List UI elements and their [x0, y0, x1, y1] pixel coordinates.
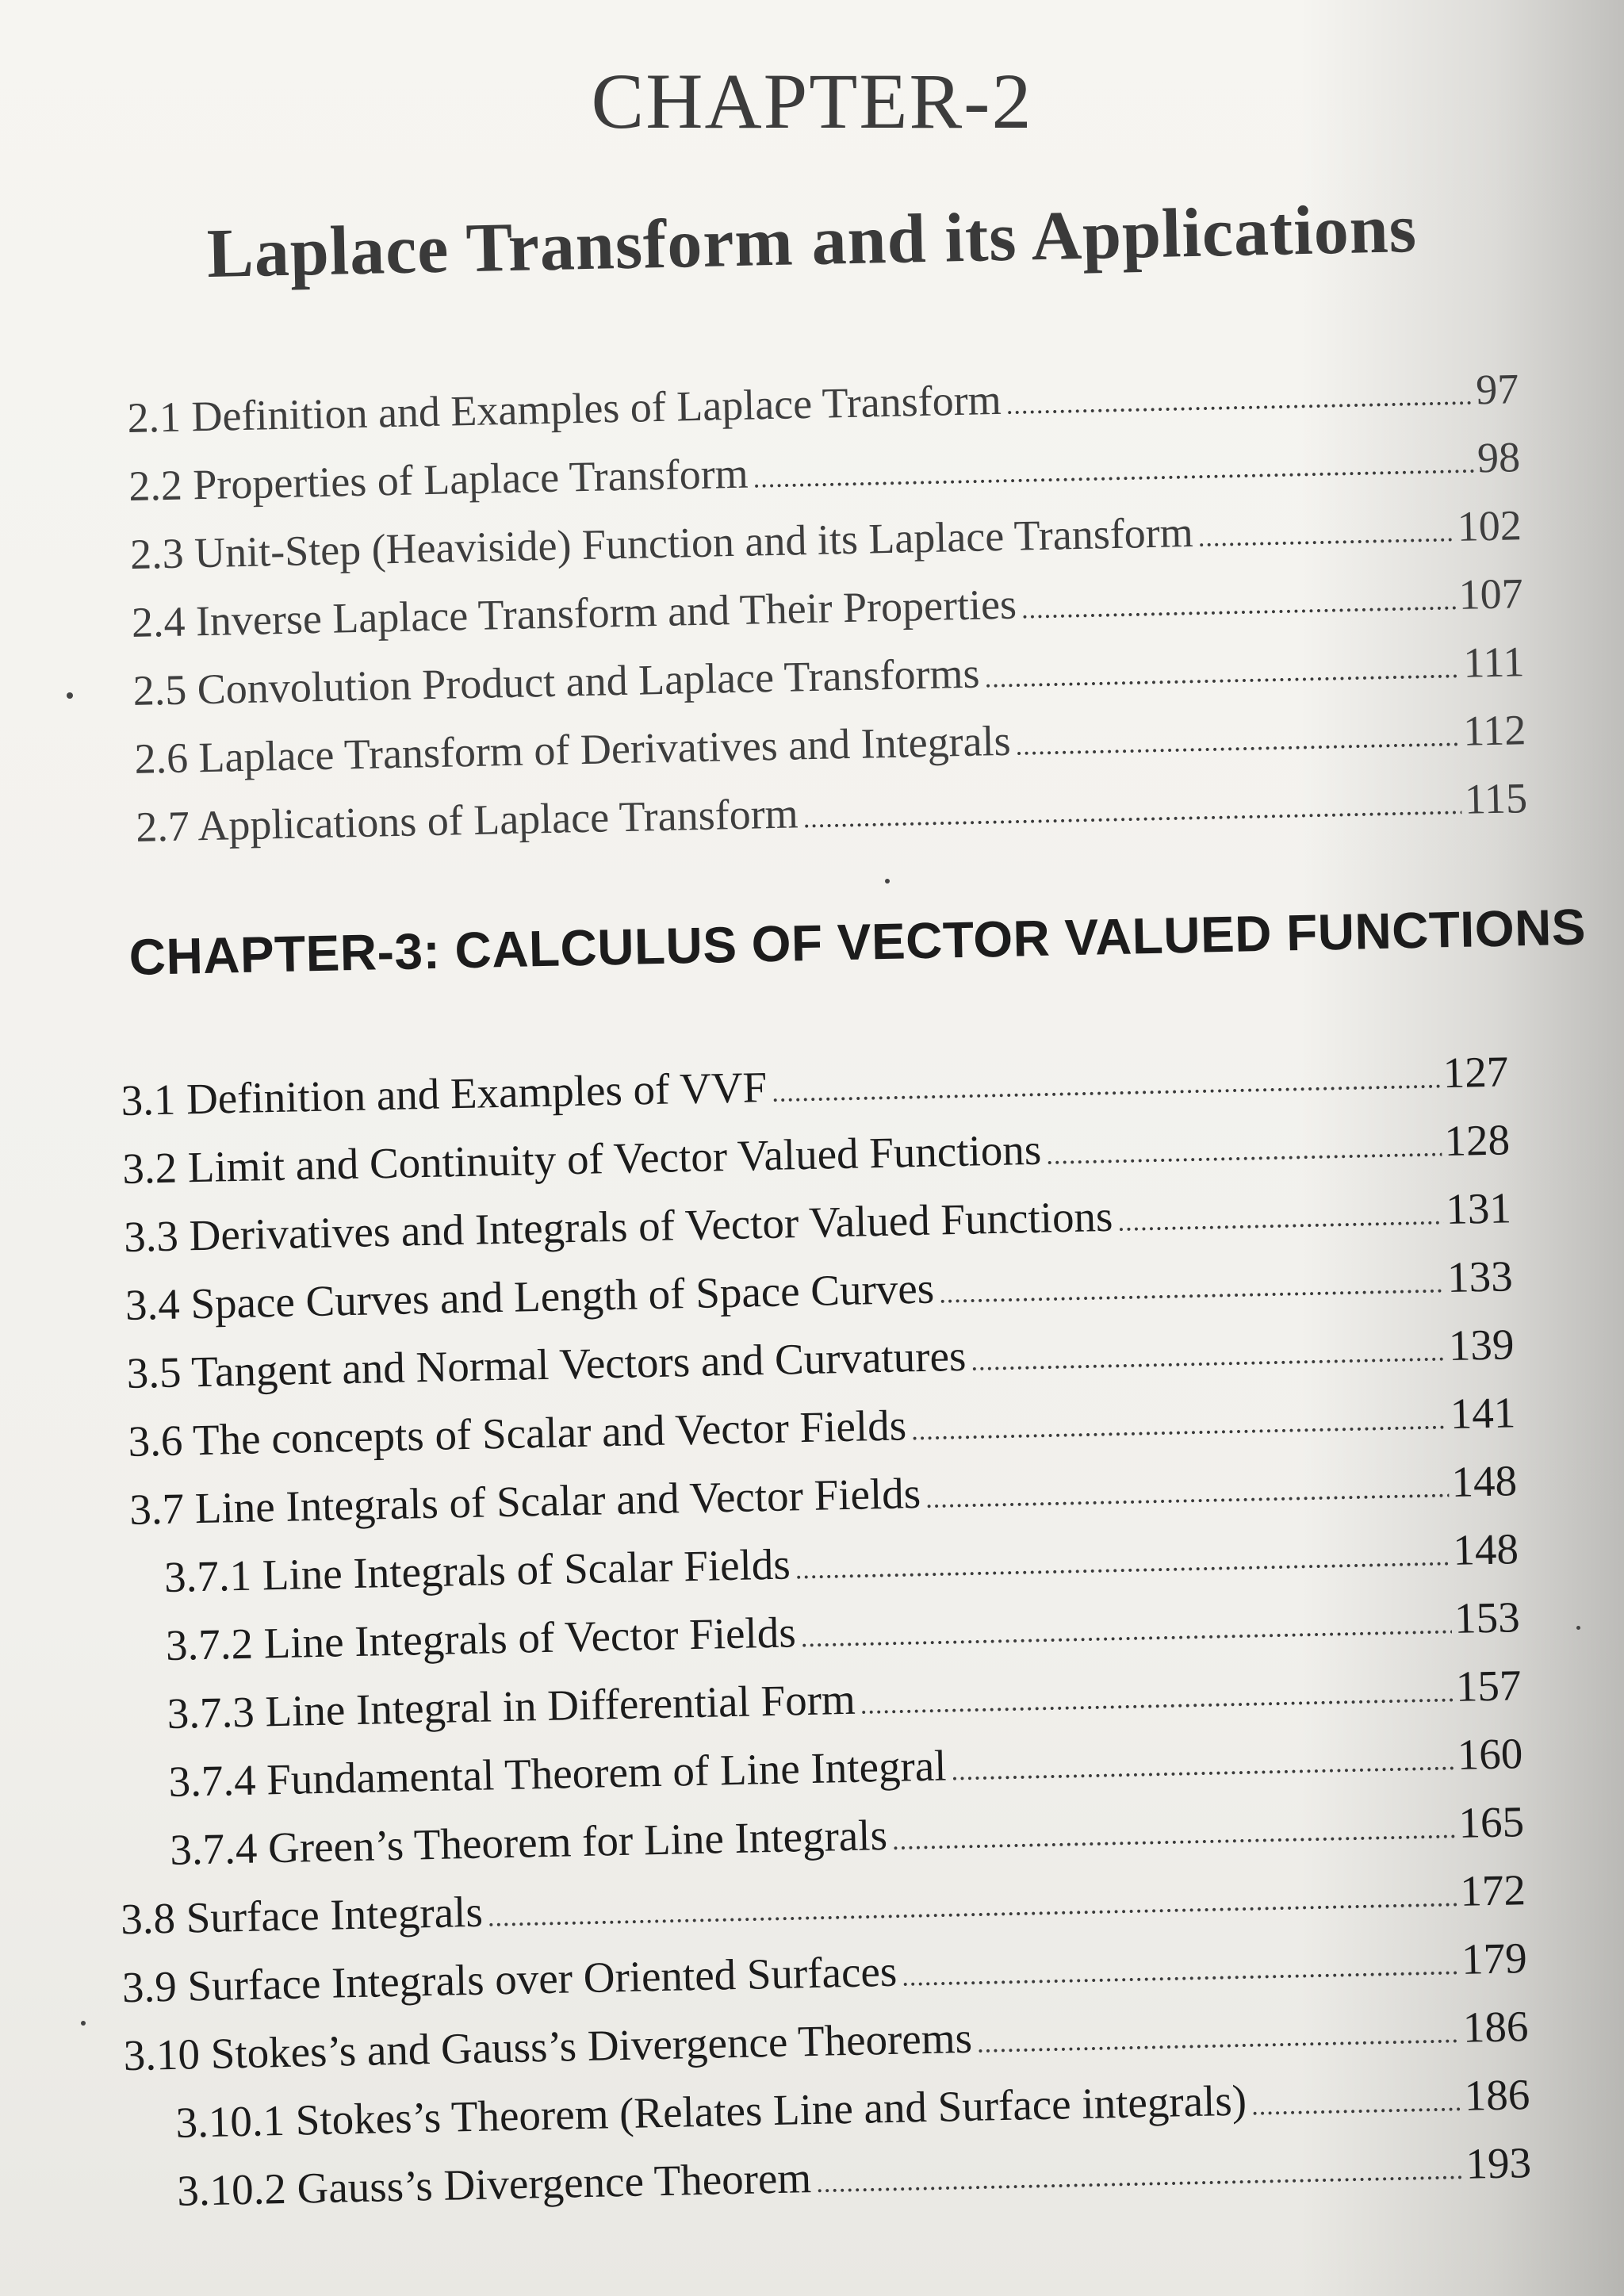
chapter-3-title: CHAPTER-3: CALCULUS OF VECTOR VALUED FUNCTIONS	[128, 898, 1587, 986]
dot-leader	[772, 1066, 1440, 1107]
toc-entry-title: 3.2 Limit and Continuity of Vector Valued Functions	[121, 1125, 1042, 1193]
toc-page-number: 111	[1462, 638, 1526, 687]
toc-entry-title: 3.5 Tangent and Normal Vectors and Curvatures	[126, 1331, 967, 1397]
toc-page-number: 131	[1445, 1183, 1512, 1234]
dot-leader	[816, 2157, 1463, 2198]
toc-page-number: 115	[1464, 774, 1528, 823]
toc-entry-title: 2.3 Unit-Step (Heaviside) Function and its Laplace Transform	[129, 508, 1194, 578]
dot-leader	[1046, 1134, 1442, 1169]
toc-entry-title: 3.7.3 Line Integral in Differential Form	[167, 1674, 856, 1738]
toc-entry-title: 3.10 Stokes’s and Gauss’s Divergence Theorems	[123, 2013, 973, 2080]
chapter-2-contents	[127, 367, 1528, 874]
toc-page-number: 179	[1461, 1934, 1528, 1984]
dot-leader	[1021, 588, 1456, 623]
dot-leader	[984, 656, 1461, 693]
toc-page-number: 112	[1462, 706, 1526, 755]
dot-leader	[802, 792, 1461, 833]
print-speck	[885, 879, 890, 884]
dot-leader	[1005, 382, 1473, 419]
dot-leader	[860, 1680, 1453, 1719]
dot-leader	[800, 1612, 1451, 1652]
toc-entry-title: 2.1 Definition and Examples of Laplace Transform	[126, 375, 1002, 442]
toc-entry-title: 3.7.4 Fundamental Theorem of Line Integral	[167, 1741, 948, 1806]
toc-entry-title: 3.7 Line Integrals of Scalar and Vector Fields	[128, 1468, 921, 1534]
dot-leader	[795, 1543, 1450, 1584]
dot-leader	[1117, 1202, 1443, 1236]
toc-entry-title: 3.1 Definition and Examples of VVF	[120, 1062, 768, 1125]
print-speck	[81, 2021, 86, 2026]
toc-entry-title: 3.7.2 Line Integrals of Vector Fields	[165, 1608, 797, 1669]
dot-leader	[951, 1748, 1454, 1785]
toc-page-number: 172	[1459, 1865, 1526, 1915]
toc-page-number: 153	[1454, 1593, 1521, 1642]
toc-entry-title: 2.5 Convolution Product and Laplace Transforms	[132, 649, 981, 715]
toc-page-number: 97	[1475, 365, 1519, 414]
toc-entry-title: 3.10.1 Stokes’s Theorem (Relates Line and Surface integrals)	[174, 2076, 1247, 2147]
dot-leader	[1251, 2089, 1461, 2121]
toc-entry-title: 3.9 Surface Integrals over Oriented Surfaces	[121, 1946, 898, 2012]
chapter-3-contents	[121, 1049, 1532, 2237]
toc-page-number: 148	[1452, 1524, 1519, 1574]
dot-leader	[1197, 519, 1454, 552]
toc-entry-title: 2.6 Laplace Transform of Derivatives and Integrals	[133, 716, 1012, 783]
toc-page-number: 133	[1446, 1251, 1514, 1302]
toc-entry-title: 3.7.4 Green’s Theorem for Line Integrals	[169, 1810, 888, 1874]
toc-entry-title: 2.4 Inverse Laplace Transform and Their Properties	[131, 580, 1017, 646]
toc-page-number: 102	[1457, 501, 1522, 550]
print-speck	[1576, 1626, 1580, 1630]
toc-page-number: 139	[1448, 1320, 1515, 1370]
chapter-2-title: Laplace Transform and its Applications	[206, 190, 1418, 293]
toc-entry-title: 3.7.1 Line Integrals of Scalar Fields	[163, 1539, 791, 1601]
toc-page-number: 186	[1462, 2002, 1530, 2052]
toc-page-number: 157	[1455, 1661, 1522, 1711]
toc-entry-title: 2.2 Properties of Laplace Transform	[128, 449, 749, 510]
print-speck	[67, 692, 73, 699]
toc-page-number: 127	[1442, 1047, 1509, 1098]
toc-entry-title: 3.4 Space Curves and Length of Space Curves	[124, 1263, 935, 1329]
dot-leader	[488, 1884, 1457, 1932]
dot-leader	[753, 450, 1474, 493]
dot-leader	[925, 1475, 1449, 1513]
toc-entry-title: 2.7 Applications of Laplace Transform	[135, 789, 799, 851]
toc-page-number: 186	[1464, 2070, 1530, 2120]
toc-page-number: 141	[1450, 1388, 1516, 1438]
dot-leader	[939, 1271, 1445, 1308]
toc-page-number: 165	[1457, 1797, 1525, 1847]
toc-page-number: 107	[1457, 569, 1524, 619]
toc-page-number: 148	[1450, 1456, 1518, 1506]
dot-leader	[971, 1339, 1446, 1376]
toc-page-number: 160	[1457, 1729, 1523, 1779]
toc-entry-title: 3.8 Surface Integrals	[120, 1887, 484, 1944]
dot-leader	[892, 1816, 1456, 1855]
toc-entry-title: 3.10.2 Gauss’s Divergence Theorem	[176, 2153, 812, 2215]
dot-leader	[977, 2021, 1461, 2058]
toc-page-number: 98	[1477, 433, 1521, 482]
toc-entry-title: 3.3 Derivatives and Integrals of Vector Valued Functions	[123, 1191, 1113, 1261]
dot-leader	[1015, 724, 1460, 761]
dot-leader	[902, 1953, 1459, 1991]
toc-page-number: 128	[1443, 1115, 1511, 1166]
toc-entry-title: 3.6 The concepts of Scalar and Vector Fields	[127, 1401, 907, 1466]
chapter-2-heading: CHAPTER-2	[591, 57, 1033, 145]
toc-page-number: 193	[1465, 2138, 1532, 2188]
dot-leader	[911, 1407, 1447, 1445]
